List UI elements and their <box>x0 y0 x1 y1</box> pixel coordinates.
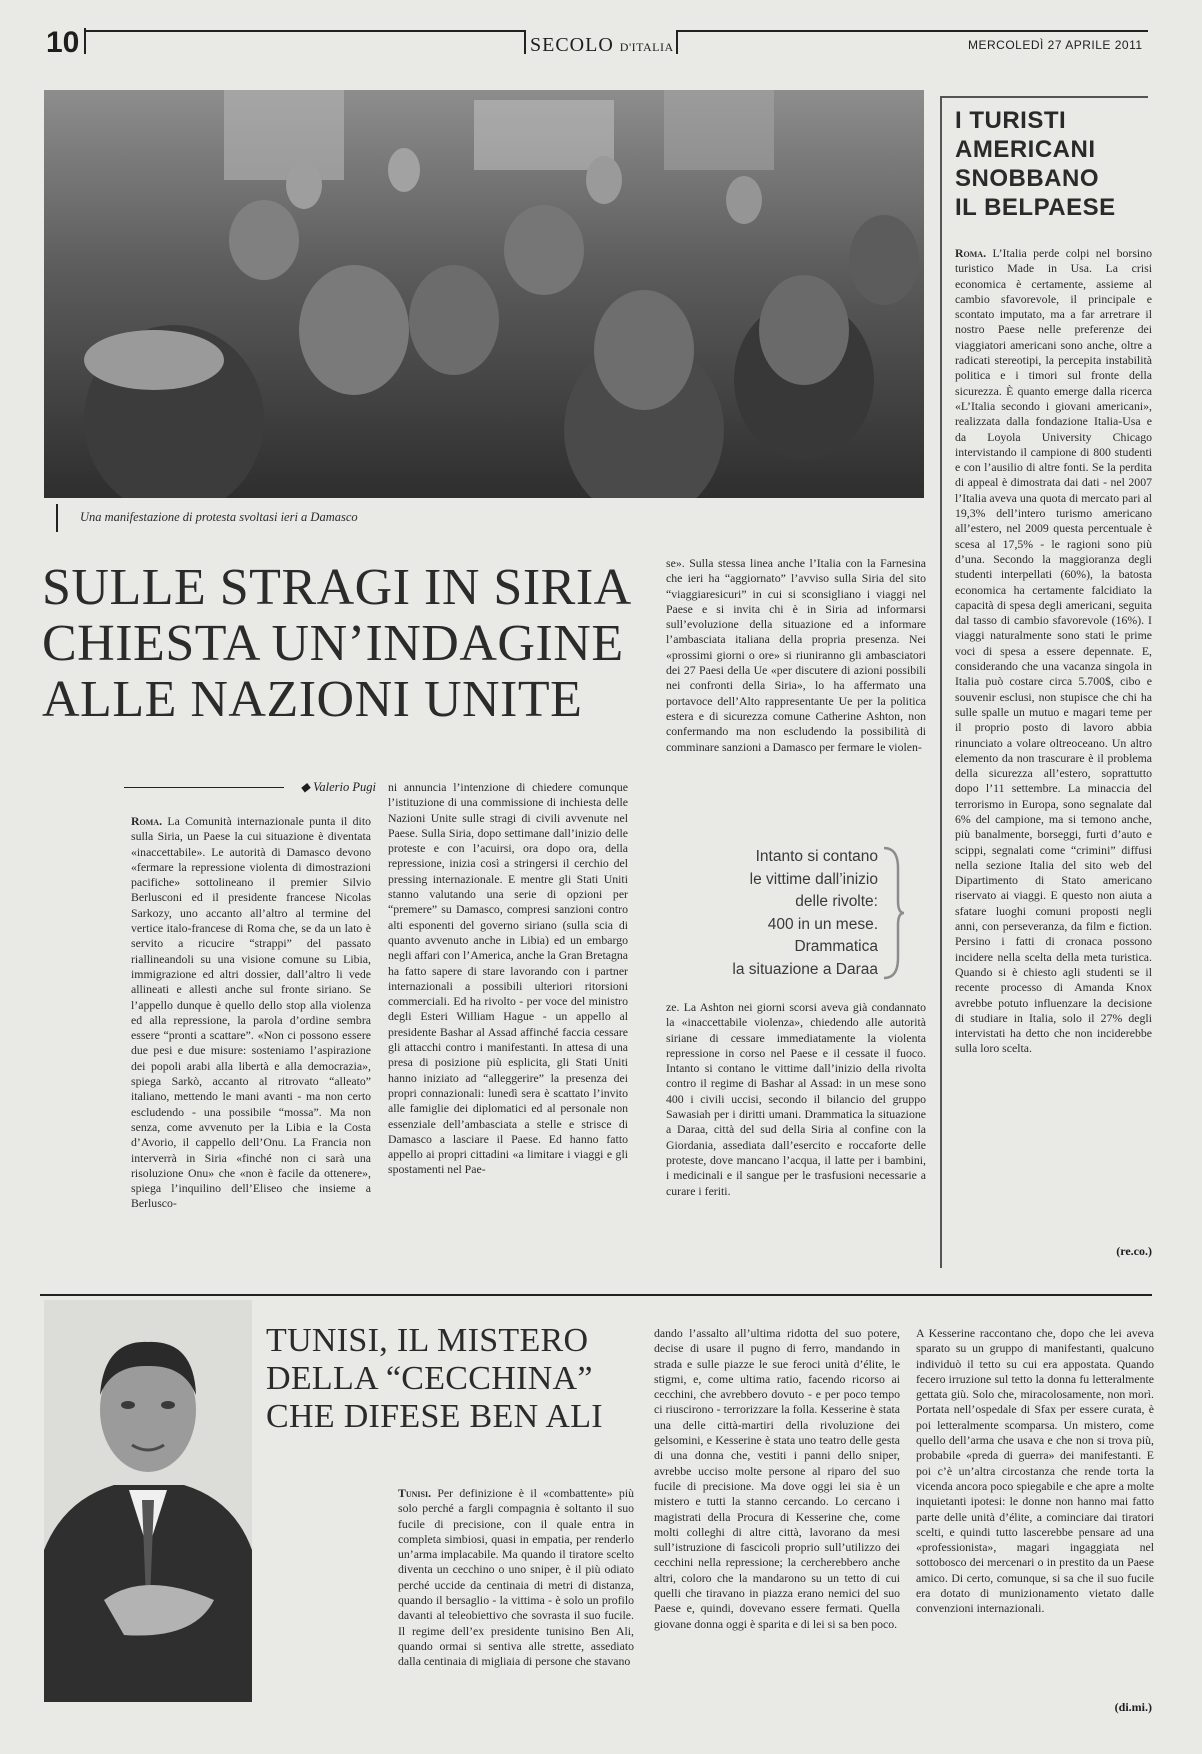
main-headline-line: CHIESTA UN’INDAGINE <box>42 615 624 672</box>
protest-photo <box>44 90 924 498</box>
sidebar-text <box>955 246 1152 1236</box>
protest-photo-image <box>44 90 924 498</box>
byline-rule <box>124 787 284 788</box>
main-headline-line: ALLE NAZIONI UNITE <box>42 671 583 728</box>
pull-quote-line: le vittime dall’inizio <box>749 870 878 888</box>
main-article-text: La Comunità internazionale punta il dito sulla Siria, un Paese la cui situazione è diventata «inaccettabile». Le autorità di Damasco devono «fermare la repressione violenta di dimostrazioni pacifiche» sottolineano il premier Silvio Berlusconi ed il presidente francese Nicolas Sarkozy, uno accanto all’altro al termine del vertice italo-francese di Roma che, se da un lato è servito a ricucire “strappi” del passato riallineandoli su una visione comune su Libia, immigrazione ed altri dossier, dall’altro li vede allineati e allesti anche sul fronte siriano. Se l’appello dunque è quello dello stop alla violenza ed alla repressione, la parola d’ordine sembra essere “pronti a scattare”. «Non ci possono essere due pesi e due misure: sosteniamo l’aspirazione dei popoli arabi alla libertà e alla democrazia», spiega Sarkò, accanto al ritrovato “alleato” italiano, mettendo le mani avanti - ma non certo escludendo - una possibile “mossa”. Ma non senza, come avvenuto per la Libia e la Costa d’Avorio, il cappello dell’Onu. La Francia non interverrà in Siria «finché non ci sarà una risoluzione Onu» che «non è facile da ottenere», spiega l’inquilino dell’Eliseo che insieme a Berlusco- <box>131 814 371 1211</box>
main-article-column-4 <box>666 1000 926 1262</box>
second-headline-line: CHE DIFESE BEN ALI <box>266 1398 603 1435</box>
sidebar-top-border <box>940 96 1148 98</box>
paper-name <box>530 34 674 58</box>
sidebar-title <box>955 106 1140 222</box>
pull-quote-line: delle rivolte: <box>795 893 878 910</box>
sidebar-body: L’Italia perde colpi nel borsino turistico Made in Usa. La crisi economica è certamente, assieme al cambio sfavorevole, il principale e scontato imputato, ma a far arretrare il nostro Paese nelle preferenze dei viaggiatori americani sono anche, oltre a radicati stereotipi, la percepita instabilità politica e i timori sul fronte della sicurezza. È quanto emerge dalla ricerca «L’Italia secondo i giovani americani», realizzata dalla fondazione Italia-Usa e da Loyola University Chicago intervistando il campione di 800 studenti e con l’ausilio di altre fonti. Se la perdita di appeal è dimostrata dai dati - nel 2007 l’Italia aveva una quota di mercato pari al 19,3% dell’intero turismo americano all’estero, nel 2009 questa percentuale è scesa al 17,5% - le ragioni sono più d’una. Secondo la maggioranza degli studenti interpellati (60%), la batosta economica ha certamente falcidiato la capacità di spesa degli americani, seguita dal tasso di cambio sfavorevole (16%). I viaggi naturalmente sono stati le prime voci di spesa a essere depennate. E, considerando che una vacanza singola in Italia può costare circa 5.700$, cibo e souvenir esclusi, non stupisce che chi ha sulle spalle un mutuo e magari teme per il proprio posto di lavoro abbia rinunciato a volare oltreoceano. Un altro elemento da non trascurare è il problema della sicurezza all’estero, soprattutto dopo l’11 settembre. La minaccia del terrorismo in Europa, sono segnalate dal 6% del campione, ma si temono anche, più banalmente, borseggi, furti d’auto e scippi, segnalati come “crimini” diffusi nella sezione Italia del sito web del Dipartimento di Stato americano riservato ai viaggi. E questo non aiuta a sfatare luoghi comuni proposti negli anni, con perseveranza, da film e fiction. Persino i fatti di cronaca possono incidere nella scelta della meta turistica. Quando si è chiesto agli studenti se il recente processo di Amanda Knox avrebbe potuto influenzare la decisione di studiare in Italia, solo il 27% degli intervistati ha detto che non inciderebbe sulla loro scelta. <box>955 246 1152 1056</box>
sidebar-border <box>940 96 942 1268</box>
second-article-text: dando l’assalto all’ultima ridotta del suo potere, decise di usare il pugno di ferro, mandando in strada e sulle piazze le sue feroci unità d’élite, le stigmi, e, come ultima ratio, facendo ricorso ai cecchini, che avrebbero dovuto - e per poco tempo ci riuscirono - terrorizzare la folla. Kesserine è stata una delle città-martiri della rivoluzione dei gelsomini, e Kesserine è stata uno teatro delle gesta di una donna che, vestiti i panni dello sniper, avrebbe ucciso molte persone al riparo del suo fucile di precisione. Ma dove oggi lei sia è un mistero e tutti la stanno cercando. Lo cercano i magistrati della Procura di Kesserine che, come molti colleghi di altre città, lavorano da mesi sull’istruzione di fascicoli proprio sull’utilizzo dei cecchini nella repressione; la cercherebbero anche altri, coloro che la mandarono su un tetto di cui quelli che tiravano in piazza erano nemici del suo Paese e, quindi, dovevano essere fermati. Quella giovane donna oggi è sparita e di lei si sa ben poco. <box>654 1326 900 1631</box>
issue-date: MERCOLEDÌ 27 APRILE 2011 <box>968 38 1143 52</box>
second-headline-line: DELLA “CECCHINA” <box>266 1360 593 1397</box>
paper-name-main: SECOLO <box>530 34 614 56</box>
main-article-column-2 <box>388 780 628 1262</box>
second-headline-line: TUNISI, IL MISTERO <box>266 1322 589 1359</box>
second-headline <box>266 1322 646 1436</box>
sidebar-title-line: AMERICANI <box>955 136 1096 163</box>
paper-name-suffix: D'ITALIA <box>619 40 674 54</box>
main-article-dateline: Roma. <box>131 814 163 828</box>
page-number: 10 <box>46 26 80 59</box>
second-article-column-3 <box>916 1326 1154 1696</box>
sidebar-title-line: SNOBBANO <box>955 165 1100 192</box>
byline: ◆ Valerio Pugi <box>300 780 376 794</box>
second-article-column-2 <box>654 1326 900 1718</box>
second-article-dateline: Tunisi. <box>398 1486 432 1500</box>
ben-ali-photo <box>44 1300 252 1702</box>
second-article-text: Per definizione è il «combattente» più solo perché a fargli compagnia è soltanto il suo fucile di precisione, con il quale entra in completa simbiosi, quasi in empatia, per renderlo un’arma implacabile. Ma quando il tiratore scelto diventa un cecchino o uno sniper, è il più odiato perché uccide da centinaia di metri di distanza, quando il bersaglio - la vittima - è solo un profilo davanti al teleobiettivo che sovrasta il suo fucile. Il regime dell’ex presidente tunisino Ben Ali, quando ormai si sentiva alle strette, assediato dalla centinaia di migliaia di persone che stavano <box>398 1486 634 1669</box>
pull-quote-brace <box>880 846 906 980</box>
pull-quote <box>660 846 878 981</box>
main-headline <box>42 560 662 728</box>
masthead-rule-left <box>84 30 524 32</box>
sidebar-dateline: Roma. <box>955 246 987 260</box>
sidebar-title-line: IL BELPAESE <box>955 194 1116 221</box>
pull-quote-line: Intanto si contano <box>755 848 878 865</box>
section-divider <box>40 1294 1152 1296</box>
main-article-text: ze. La Ashton nei giorni scorsi aveva già condannato la «inaccettabile violenza», chiedendo alle autorità siriane di cessare immediatamente la violenta repressione in corso nel Paese e il cessate il fuoco. Intanto si contano le vittime dall’inizio della rivolta contro il regime di Bashar al Assad: in un mese sono 400 i civili uccisi, secondo il bilancio del gruppo Sawasiah per i diritti umani. Drammatica la situazione a Daraa, città del sud della Siria al confine con la Giordania, assediata dall’esercito e roccaforte delle proteste, dove mancano l’acqua, il latte per i bambini, i medicinali e il sangue per le trasfusioni necessarie a curare i feriti. <box>666 1000 926 1198</box>
masthead-divider <box>676 30 678 54</box>
sidebar-title-line: I TURISTI <box>955 107 1067 134</box>
pull-quote-line: la situazione a Daraa <box>732 960 878 978</box>
masthead-divider <box>524 30 526 54</box>
main-article-column-1 <box>131 814 371 1262</box>
second-article-column-1 <box>398 1486 634 1714</box>
second-article-signoff: (di.mi.) <box>1114 1700 1152 1714</box>
masthead-rule-right <box>676 30 1148 32</box>
pull-quote-line: Drammatica <box>794 938 878 955</box>
main-headline-line: SULLE STRAGI IN SIRIA <box>42 559 632 616</box>
byline-author: Valerio Pugi <box>313 780 376 794</box>
main-article-column-3 <box>666 556 926 812</box>
photo-caption: Una manifestazione di protesta svoltasi ieri a Damasco <box>80 510 358 524</box>
ben-ali-photo-image <box>44 1300 252 1702</box>
main-article-text: se». Sulla stessa linea anche l’Italia con la Farnesina che ieri ha “aggiornato” l’avviso sulla Siria del sito “viaggiaresicuri” in cui si sconsigliano i viaggi nel Paese e si invita chi è in Siria ad informarsi sull’evoluzione della situazione ed a informare l’ambasciata italiana della propria presenza. Nei «prossimi giorni o ore» si riuniranno gli ambasciatori dei 27 Paesi della Ue «per discutere di azioni possibili nei confronti della Siria», lo ha affermato una portavoce dell’Alto rappresentante Ue per la politica estera e di sicurezza comune Catherine Ashton, non confermando ma non escludendo la possibilità di comminare sanzioni a Damasco per fermare le violen- <box>666 556 926 754</box>
sidebar-signoff: (re.co.) <box>1116 1244 1152 1258</box>
caption-marker <box>56 504 58 532</box>
second-article-text: A Kesserine raccontano che, dopo che lei aveva sparato su un gruppo di manifestanti, qualcuno individuò il tetto su cui era appostata. Quando fecero irruzione sul tetto la donna fu letteralmente gettata giù. Solo che, miracolosamente, non morì. Portata nell’ospedale di Sfax per essere curata, è poi letteralmente scomparsa. Un mistero, come quello dell’arma che usava e che non si trova più, probabile «preda di guerra» dei manifestanti. E poi c’è un’altra circostanza che rende torta la vicenda ancora poco spiegabile e che apre a molte inquietanti ipotesi: le donne non hanno mai fatto parte delle unità d’élite, a cominciare dai tiratori scelti, e quindi tutto lascerebbe pensare ad una «professionista», magari ingaggiata nel sottobosco dei mercenari o in prestito da un Paese amico. Di certo, comunque, si sa che il suo fucile era dotato di munizionamento vietato dalle convenzioni internazionali. <box>916 1326 1154 1616</box>
pull-quote-line: 400 in un mese. <box>767 915 878 933</box>
main-article-text: ni annuncia l’intenzione di chiedere comunque l’istituzione di una commissione di inchiesta delle Nazioni Unite sulle stragi di civili avvenute nel Paese. Sulla Siria, dopo settimane dall’inizio delle proteste e con l’acuirsi, ora dopo ora, della repressione, inizia così a stringersi il cerchio del pressing internazionale. E mentre gli Stati Uniti stanno valutando una serie di opzioni per “premere” su Damasco, compresi sanzioni contro alti esponenti del governo siriano (sulla scia di quanto avvenuto anche in Libia) ed un embargo negli affari con l’America, anche la Gran Bretagna ha fatto sapere di stare lavorando con i partner internazionali a possibili ulteriori ritorsioni commerciali. Ed ha rivolto - per voce del ministro degli Esteri William Hague - un appello al presidente Bashar al Assad affinché faccia cessare gli attacchi contro i manifestanti. In attesa di una presa di posizione più esplicita, gli Stati Uniti hanno iniziato ad “alleggerire” la presenza dei propri connazionali: lunedì sera è scattato l’invito alle famiglie dei diplomatici ed al personale non essenziale dell’ambasciata a stelle e strisce di Damasco a lasciare il Paese. Ed hanno fatto appello ai propri cittadini «a limitare i viaggi e gli spostamenti nel Pae- <box>388 780 628 1177</box>
